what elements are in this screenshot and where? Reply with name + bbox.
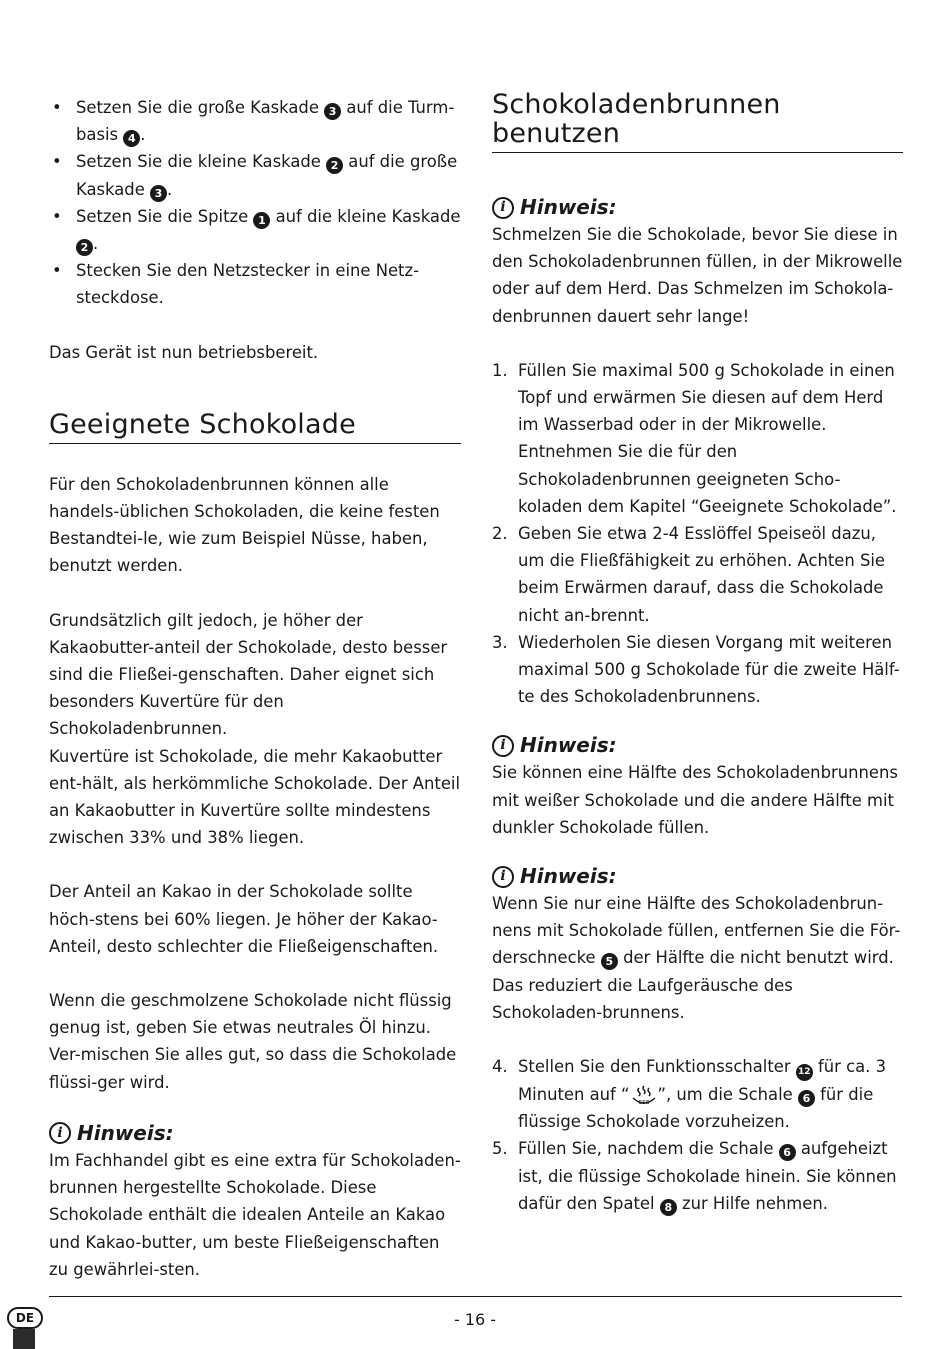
info-icon: i (492, 735, 514, 757)
step-number: 3. (492, 632, 508, 652)
part-number-callout: 12 (796, 1064, 813, 1081)
step-number: 4. (492, 1057, 508, 1077)
part-number-callout: 3 (324, 103, 341, 120)
svg-text:sss: sss (638, 1098, 649, 1107)
bullet-item: • Stecken Sie den Netzstecker in eine Netz-steckdose. (49, 257, 461, 311)
bullet-item: • Setzen Sie die kleine Kaskade 2 auf die große Kaskade 3 . (49, 148, 461, 202)
left-column (49, 86, 461, 1283)
paragraph-cocoa-share: Der Anteil an Kakao in der Schokolade sollte höch-stens bei 60% liegen. Je höher der Kakao-Anteil, desto schlechter die Fließeigenschaften. (49, 882, 439, 956)
step-item: 4. Stellen Sie den Funktionsschalter 12 für ca. 3 Minuten auf “ sss ”, um die Schale 6 für die flüssige Schokolade vorzuheizen. (492, 1053, 903, 1135)
part-number-callout: 2 (76, 239, 93, 256)
part-number-callout: 3 (150, 185, 167, 202)
note-label: Hinweis: (520, 195, 617, 219)
note-label: Hinweis: (520, 733, 617, 758)
step-item: 5. Füllen Sie, nachdem die Schale 6 aufgeheizt ist, die flüssige Schokolade hinein. Sie können dafür den Spatel 8 zur Hilfe nehmen. (492, 1135, 903, 1217)
note-text-special-chocolate: Im Fachhandel gibt es eine extra für Schokoladen-brunnen hergestellte Schokolade. Diese Schokolade enthält die idealen Anteile an Kakao und Kakao-butter, um beste Fließeigenschaften zu gewährlei-sten. (49, 1150, 461, 1279)
steps-list-1 (492, 357, 903, 711)
bullet-item: • Setzen Sie die Spitze 1 auf die kleine Kaskade 2 . (49, 203, 461, 257)
part-number-callout: 4 (123, 130, 140, 147)
note-heading (49, 1120, 461, 1147)
right-column (492, 86, 903, 1217)
note-label: Hinweis: (520, 864, 617, 889)
paragraph-couverture: Kuvertüre ist Schokolade, die mehr Kakaobutter ent-hält, als herkömmliche Schokolade. Der Anteil an Kakaobutter in Kuvertüre sollte mindestens zwischen 33% und 38% liegen. (49, 746, 461, 848)
steps-list-2 (492, 1053, 903, 1217)
step-item: 2. Geben Sie etwa 2-4 Esslöffel Speiseöl dazu, um die Fließfähigkeit zu erhöhen. Achten Sie beim Erwärmen darauf, dass die Schokolade nicht an-brennt. (492, 520, 903, 629)
step-number: 5. (492, 1139, 508, 1159)
note-text-remove-screw: Wenn Sie nur eine Hälfte des Schokoladenbrun-nens mit Schokolade füllen, entfernen Sie die För-derschnecke 5 der Hälfte die nicht benutzt wird. Das reduziert die Laufgeräusche des Schokoladen-brunnens. (492, 894, 901, 1022)
setup-bullet-list (49, 94, 461, 312)
bullet-item: • Setzen Sie die große Kaskade 3 auf die Turm-basis 4 . (49, 94, 461, 148)
paragraph-cocoa-butter: Grundsätzlich gilt jedoch, je höher der Kakaobutter-anteil der Schokolade, desto besser sind die Fließei-genschaften. Daher eignet sich besonders Kuvertüre für den Schokoladenbrunnen. (49, 610, 448, 739)
section-heading-suitable-chocolate: Geeignete Schokolade (49, 410, 461, 444)
language-badge: DE (7, 1307, 43, 1329)
info-icon: i (492, 197, 514, 219)
note-text-melt-first: Schmelzen Sie die Schokolade, bevor Sie diese in den Schokoladenbrunnen füllen, in der Mikrowelle oder auf dem Herd. Das Schmelzen im Schokola-denbrunnen dauert sehr lange! (492, 225, 903, 326)
step-number: 2. (492, 524, 508, 544)
paragraph-chocolate-types: Für den Schokoladenbrunnen können alle handels-üblichen Schokoladen, die keine festen Bestandtei-le, wie zum Beispiel Nüsse, haben, benutzt werden. (49, 474, 440, 576)
step-item: 1. Füllen Sie maximal 500 g Schokolade in einen Topf und erwärmen Sie diesen auf dem Herd im Wasserbad oder in der Mikrowelle. Entnehmen Sie die für den Schokoladenbrunnen geeigneten Scho-koladen dem Kapitel “Geeignete Schokolade”. (492, 357, 903, 520)
footer-divider (49, 1296, 902, 1297)
part-number-callout: 2 (326, 157, 343, 174)
step-item: 3. Wiederholen Sie diesen Vorgang mit weiteren maximal 500 g Schokolade für die zweite Hälf-te des Schokoladenbrunnens. (492, 629, 903, 711)
info-icon: i (49, 1122, 71, 1144)
note-heading (492, 863, 903, 890)
part-number-callout: 6 (798, 1090, 815, 1107)
part-number-callout: 8 (660, 1199, 677, 1216)
note-heading (492, 732, 903, 759)
section-heading-use-fountain (492, 86, 903, 153)
info-icon: i (492, 866, 514, 888)
part-number-callout: 1 (253, 212, 270, 229)
heading-line-1: Schokoladenbrunnen (492, 89, 781, 120)
note-heading (492, 194, 903, 221)
page-number: - 16 - (453, 1310, 497, 1329)
part-number-callout: 5 (601, 953, 618, 970)
language-tab-marker (13, 1329, 35, 1349)
heading-line-2: benutzen (492, 118, 621, 149)
note-label: Hinweis: (77, 1120, 174, 1145)
note-text-two-halves: Sie können eine Hälfte des Schokoladenbrunnens mit weißer Schokolade und die andere Hälfte mit dunkler Schokolade füllen. (492, 763, 898, 837)
part-number-callout: 6 (779, 1144, 796, 1161)
step-number: 1. (492, 360, 508, 380)
ready-text: Das Gerät ist nun betriebsbereit. (49, 342, 319, 362)
steam-symbol-icon (630, 1085, 658, 1107)
paragraph-add-oil: Wenn die geschmolzene Schokolade nicht flüssig genug ist, geben Sie etwas neutrales Öl hinzu. Ver-mischen Sie alles gut, so dass die Schokolade flüssi-ger wird. (49, 991, 457, 1092)
